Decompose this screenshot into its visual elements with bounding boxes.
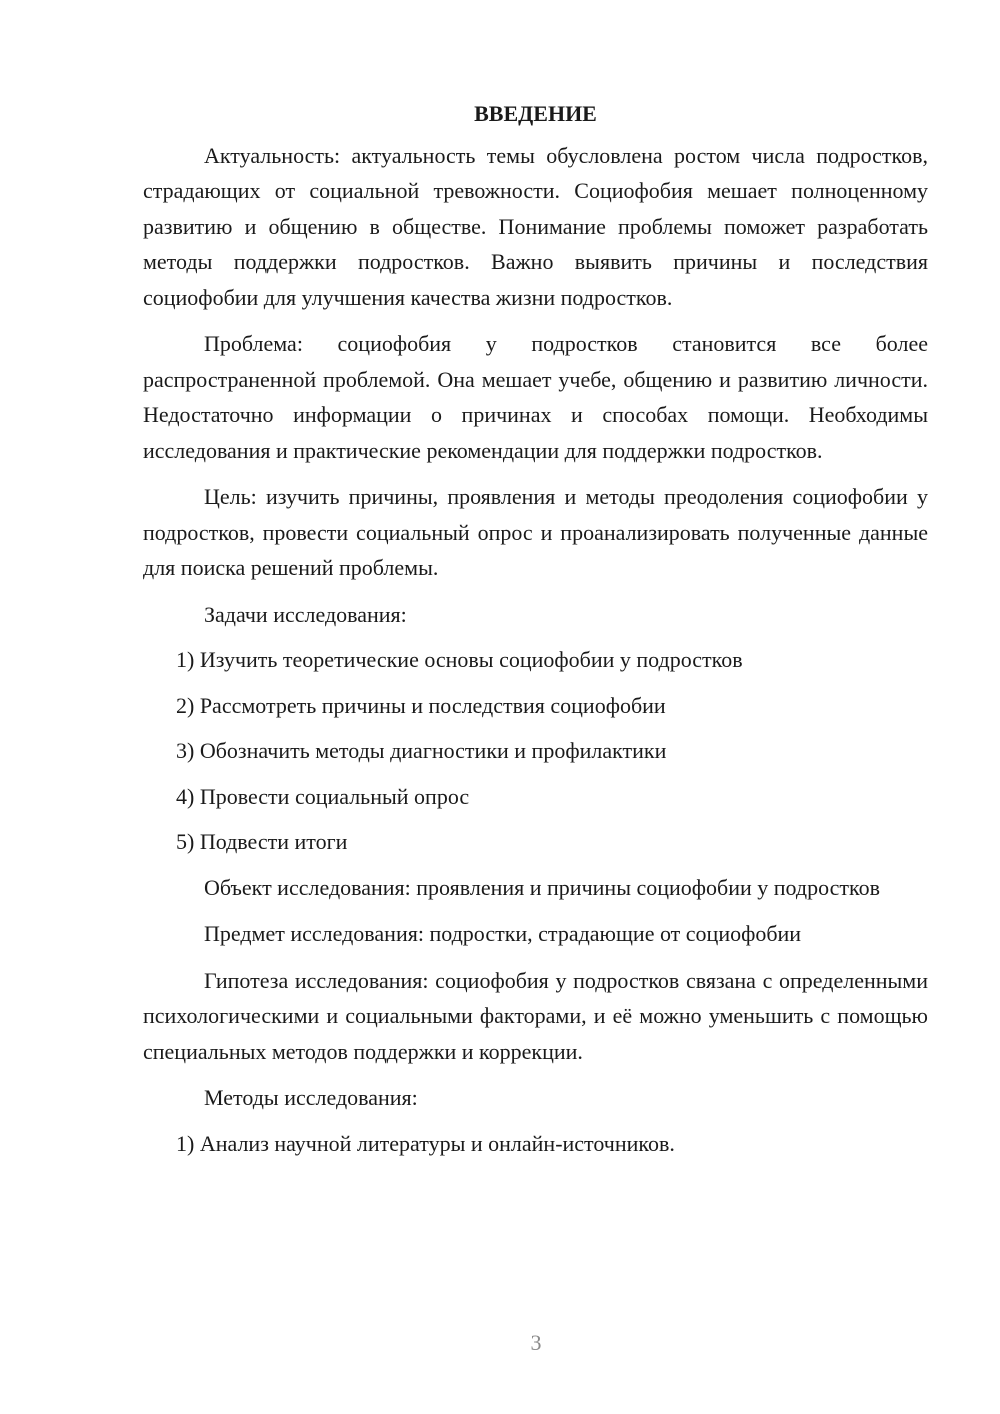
list-item: 2) Рассмотреть причины и последствия социофобии xyxy=(176,692,666,718)
goal-paragraph: Цель: изучить причины, проявления и методы преодоления социофобии у подростков, провести социальный опрос и проанализировать полученные данные для поиска решений проблемы. xyxy=(143,484,928,580)
object-paragraph: Объект исследования: проявления и причины социофобии у подростков xyxy=(204,874,880,900)
list-item: 5) Подвести итоги xyxy=(176,829,348,854)
list-item: 1) Изучить теоретические основы социофобии у подростков xyxy=(176,647,743,672)
methods-list xyxy=(143,1126,928,1162)
tasks-list xyxy=(143,642,928,860)
list-item: 3) Обозначить методы диагностики и профилактики xyxy=(176,738,667,763)
problem-paragraph: Проблема: социофобия у подростков становится все более распространенной проблемой. Она мешает учебе, общению и развитию личности. Недостаточно информации о причинах и способах помощи. Необходимы исследования и практические рекомендации для поддержки подростков. xyxy=(143,331,928,463)
hypothesis-paragraph: Гипотеза исследования: социофобия у подростков связана с определенными психологическими и социальными факторами, и её можно уменьшить с помощью специальных методов поддержки и коррекции. xyxy=(143,967,928,1064)
list-item: 4) Провести социальный опрос xyxy=(176,783,470,809)
methods-label: Методы исследования: xyxy=(204,1085,418,1110)
page-number: 3 xyxy=(530,1330,542,1355)
document-page xyxy=(143,96,928,1171)
relevance-paragraph: Актуальность: актуальность темы обусловлена ростом числа подростков, страдающих от социальной тревожности. Социофобия мешает полноценному развитию и общению в обществе. Понимание проблемы поможет разработать методы поддержки подростков. Важно выявить причины и последствия социофобии для улучшения качества жизни подростков. xyxy=(143,142,928,310)
tasks-label: Задачи исследования: xyxy=(204,601,407,627)
section-title: ВВЕДЕНИЕ xyxy=(474,101,597,126)
subject-paragraph: Предмет исследования: подростки, страдающие от социофобии xyxy=(204,921,802,946)
list-item: 1) Анализ научной литературы и онлайн-источников. xyxy=(176,1130,675,1156)
